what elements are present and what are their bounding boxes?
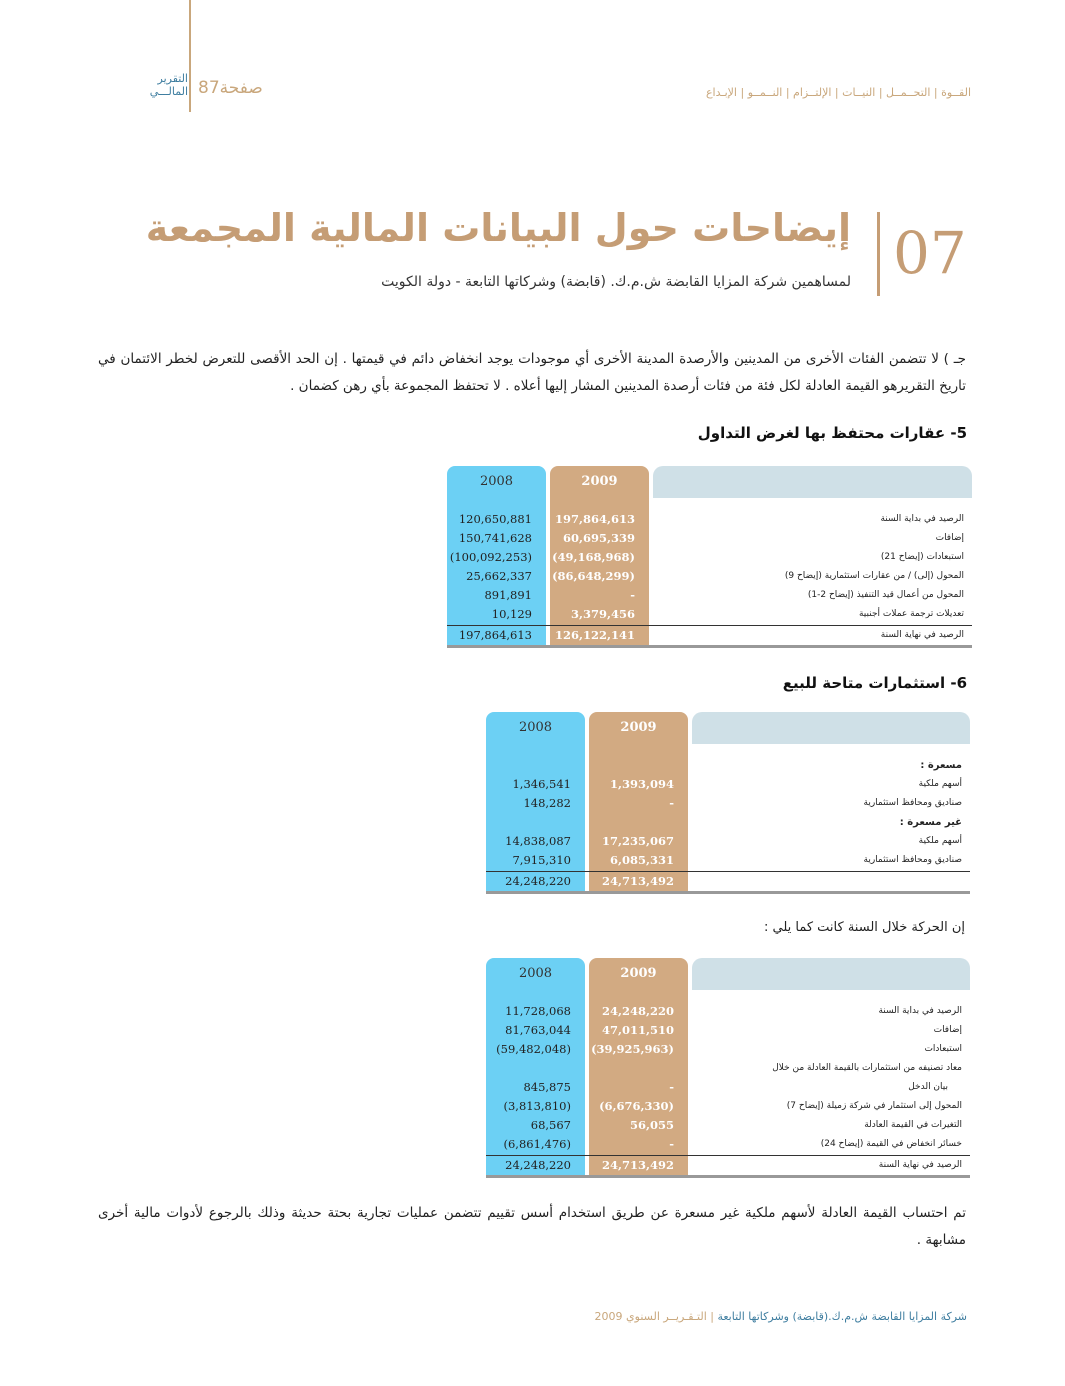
note5-row — [447, 529, 972, 548]
page-subtitle: لمساهمين شركة المزايا القابضة ش.م.ك. (قابضة) وشركاتها التابعة - دولة الكويت — [381, 274, 851, 290]
row-label: استبعادات — [924, 1044, 962, 1054]
value-2009: (6,676,330) — [599, 1099, 674, 1113]
movement-row — [486, 1040, 970, 1059]
note6-row — [486, 851, 970, 870]
row-label: إضافات — [935, 533, 964, 543]
movement-total-row — [486, 1156, 970, 1175]
row-label: بيان الدخل — [908, 1082, 948, 1092]
report-label-line1: التقرير — [157, 72, 188, 85]
note5-bottom-rule — [447, 645, 972, 648]
row-label: إضافات — [933, 1025, 962, 1035]
value-2008: (6,861,476) — [503, 1137, 571, 1151]
page-number: صفحة87 — [198, 78, 263, 98]
note6-bottom-rule — [486, 891, 970, 894]
value-2009: 17,235,067 — [601, 834, 674, 848]
value-2009: 6,085,331 — [609, 853, 674, 867]
movement-row — [486, 1059, 970, 1078]
value-2009: - — [630, 588, 635, 602]
value-2008: 197,864,613 — [458, 628, 532, 642]
value-2008: 68,567 — [530, 1118, 571, 1132]
row-label: الرصيد في نهاية السنة — [880, 630, 964, 640]
value-2008: (3,813,810) — [503, 1099, 571, 1113]
note6-heading: 6- استثمارات متاحة للبيع — [782, 674, 967, 692]
note6-row — [486, 813, 970, 832]
row-label: صناديق ومحافظ استثمارية — [863, 855, 962, 865]
value-2008: 11,728,068 — [505, 1004, 571, 1018]
section-divider — [877, 212, 880, 296]
value-2008: 891,891 — [484, 588, 532, 602]
row-label: استبعادات (إيضاح 21) — [880, 552, 964, 562]
row-label: تعديلات ترجمة عملات أجنبية — [858, 609, 964, 619]
movement-bottom-rule — [486, 1175, 970, 1178]
value-2009: (39,925,963) — [591, 1042, 674, 1056]
note5-row — [447, 548, 972, 567]
movement-header-2008: 2008 — [486, 958, 585, 990]
value-2008: 7,915,310 — [512, 853, 571, 867]
note5-heading: 5- عقارات محتفظ بها لغرض التداول — [697, 424, 967, 442]
report-label — [138, 72, 188, 98]
value-2009: 60,695,339 — [562, 531, 635, 545]
row-label: المحول (إلى) / من عقارات استثمارية (إيضاح 9) — [784, 571, 964, 581]
value-2009: 56,055 — [629, 1118, 674, 1132]
paragraph-c: جـ ) لا تتضمن الفئات الأخرى من المدينين والأرصدة المدينة الأخرى أي موجودات يوجد انخفاض دائم في قيمتها . إن الحد الأقصى للتعرض لخطر الائتمان في تاريخ التقريرهو القيمة العادلة لكل فئة من فئات أرصدة المدينين المشار إليها أعلاه . لا تحتفظ المجموعة بأي رهن كضمان . — [98, 351, 966, 394]
value-2009: 24,713,492 — [601, 874, 674, 888]
value-2008: 24,248,220 — [505, 1158, 571, 1172]
footer: شركة المزايا القابضة ش.م.ك.(قابضة) وشركاتها التابعة | التـقـريــر السنوي 2009 — [594, 1310, 967, 1323]
value-2008: 148,282 — [523, 796, 571, 810]
row-label: المحول إلى استثمار في شركة زميلة (إيضاح 7) — [786, 1101, 962, 1111]
note6-header-label — [692, 712, 970, 744]
footer-report: التـقـريــر السنوي 2009 — [594, 1310, 707, 1323]
value-2008: (59,482,048) — [496, 1042, 571, 1056]
section-number: 07 — [893, 219, 967, 287]
footer-company: شركة المزايا القابضة ش.م.ك.(قابضة) وشركاتها التابعة — [717, 1310, 967, 1323]
movement-row — [486, 1097, 970, 1116]
movement-intro: إن الحركة خلال السنة كانت كما يلي : — [763, 920, 965, 935]
row-label: الرصيد في بداية السنة — [880, 514, 964, 524]
note6-header-2008: 2008 — [486, 712, 585, 744]
movement-header-2009: 2009 — [589, 958, 688, 990]
movement-row — [486, 1078, 970, 1097]
value-2009: - — [669, 1137, 674, 1151]
page-title: إيضاحات حول البيانات المالية المجمعة — [145, 206, 851, 250]
value-2008: 1,346,541 — [512, 777, 571, 791]
note5-row — [447, 567, 972, 586]
note6-row — [486, 794, 970, 813]
header-divider — [189, 0, 191, 112]
value-2008: 150,741,628 — [458, 531, 532, 545]
value-2008: (100,092,253) — [449, 550, 532, 564]
value-2008: 10,129 — [491, 607, 532, 621]
value-2009: 24,713,492 — [601, 1158, 674, 1172]
note6-header-2009: 2009 — [589, 712, 688, 744]
note6-row — [486, 775, 970, 794]
values-line: القــوة | التحــمــل | النيــات | الإلتــزام | النــمــو | الإبـداع — [705, 86, 971, 99]
row-label: الرصيد في بداية السنة — [878, 1006, 962, 1016]
note5-row — [447, 510, 972, 529]
value-2009: 1,393,094 — [609, 777, 674, 791]
row-label: غير مسعرة : — [899, 817, 962, 828]
value-2008: 845,875 — [523, 1080, 571, 1094]
movement-row — [486, 1021, 970, 1040]
movement-row — [486, 1002, 970, 1021]
value-2009: 47,011,510 — [601, 1023, 674, 1037]
value-2009: (86,648,299) — [552, 569, 635, 583]
value-2009: 3,379,456 — [570, 607, 635, 621]
note5-header-2008: 2008 — [447, 466, 546, 498]
value-2009: - — [669, 1080, 674, 1094]
note5-header-label — [653, 466, 972, 498]
value-2008: 24,248,220 — [505, 874, 571, 888]
value-2008: 81,763,044 — [505, 1023, 571, 1037]
value-2008: 120,650,881 — [458, 512, 532, 526]
value-2009: (49,168,968) — [552, 550, 635, 564]
note5-header-2009: 2009 — [550, 466, 649, 498]
row-label: أسهم ملكية — [918, 779, 962, 789]
report-label-line2: المالـــي — [149, 85, 188, 98]
note5-row — [447, 586, 972, 605]
note6-row — [486, 832, 970, 851]
row-label: التغيرات في القيمة العادلة — [864, 1120, 962, 1130]
note6-total-row — [486, 872, 970, 891]
row-label: معاد تصنيفه من استثمارات بالقيمة العادلة من خلال — [772, 1063, 962, 1073]
row-label: خسائر انخفاض في القيمة (إيضاح 24) — [820, 1139, 962, 1149]
note5-total-row — [447, 626, 972, 645]
movement-header-label — [692, 958, 970, 990]
movement-row — [486, 1116, 970, 1135]
value-2009: 24,248,220 — [601, 1004, 674, 1018]
value-2008: 14,838,087 — [505, 834, 571, 848]
value-2009: 126,122,141 — [554, 628, 635, 642]
movement-row — [486, 1135, 970, 1154]
note5-row — [447, 605, 972, 624]
row-label: صناديق ومحافظ استثمارية — [863, 798, 962, 808]
row-label: الرصيد في نهاية السنة — [878, 1160, 962, 1170]
closing-paragraph: تم احتساب القيمة العادلة لأسهم ملكية غير مسعرة عن طريق استخدام أسس تقييم تتضمن عمليات تجارية بحتة حديثة وذلك بالرجوع لأدوات مالية أخرى مشابهة . — [98, 1205, 966, 1248]
value-2009: 197,864,613 — [554, 512, 635, 526]
row-label: مسعرة : — [920, 760, 962, 771]
value-2008: 25,662,337 — [466, 569, 532, 583]
value-2009: - — [669, 796, 674, 810]
note6-row — [486, 756, 970, 775]
row-label: أسهم ملكية — [918, 836, 962, 846]
row-label: المحول من أعمال قيد التنفيذ (إيضاح 2-1) — [807, 590, 964, 600]
